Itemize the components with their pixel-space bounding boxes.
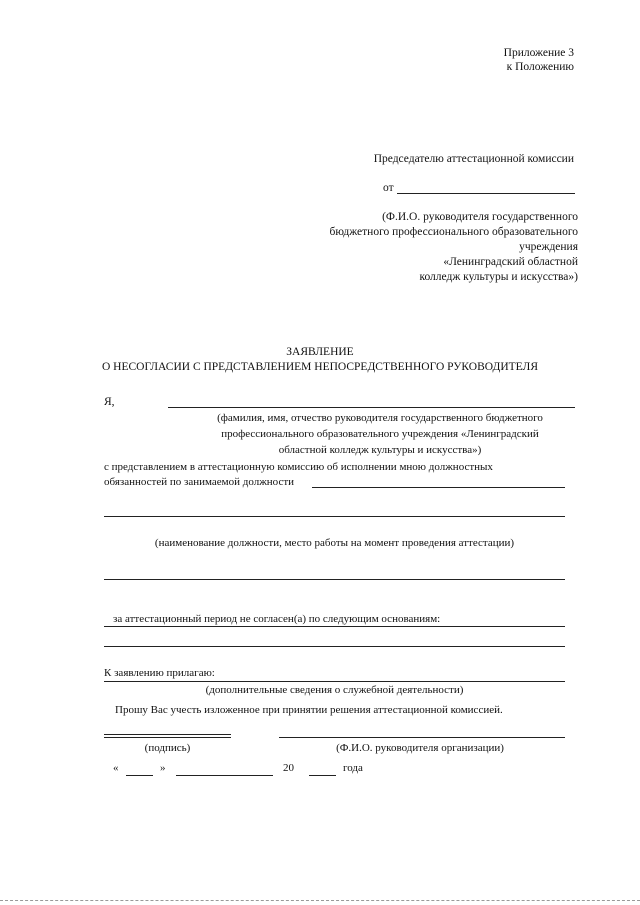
date-day-line[interactable] (126, 775, 153, 776)
blank-line-1[interactable] (104, 579, 565, 580)
representation-text-1: с представлением в аттестационную комиссию об исполнении мною должностных (104, 461, 493, 473)
representation-text-2: обязанностей по занимаемой должности (104, 476, 295, 488)
document-subtitle: О НЕСОГЛАСИИ С ПРЕДСТАВЛЕНИЕМ НЕПОСРЕДСТВЕННОГО РУКОВОДИТЕЛЯ (101, 361, 538, 373)
reasons-line-2[interactable] (104, 646, 565, 647)
signature-hint: (подпись) (144, 742, 191, 754)
signature-line[interactable] (104, 737, 231, 738)
request-text: Прошу Вас учесть изложенное при принятии решения аттестационной комиссией. (115, 704, 503, 716)
addressee-note-line: (Ф.И.О. руководителя государственного (382, 211, 578, 223)
addressee-note (330, 210, 578, 285)
date-open-quote: « (113, 762, 119, 774)
date-month-line[interactable] (176, 775, 273, 776)
addressee-note-line: «Ленинградский областной (443, 256, 578, 268)
date-close-quote: » (160, 762, 166, 774)
document-title: ЗАЯВЛЕНИЕ (286, 346, 354, 358)
date-year-line[interactable] (309, 775, 336, 776)
attach-label: К заявлению прилагаю: (104, 667, 215, 679)
signature-line-top (104, 734, 231, 735)
reasons-line-1[interactable] (104, 626, 565, 627)
position-hint: (наименование должности, место работы на момент проведения аттестации) (154, 537, 515, 549)
addressee-note-line: учреждения (519, 241, 578, 253)
position-continuation-line[interactable] (104, 516, 565, 517)
from-label: от (383, 182, 394, 194)
i-label: Я, (104, 396, 115, 408)
addressee-note-line: колледж культуры и искусства») (419, 271, 578, 283)
year-suffix: года (343, 762, 363, 774)
position-field-line[interactable] (312, 487, 565, 488)
attach-field-line[interactable] (104, 681, 565, 682)
attach-hint: (дополнительные сведения о служебной деятельности) (205, 684, 464, 696)
hint-line: профессионального образовательного учреждения «Ленинградский (221, 428, 539, 440)
appendix-label (504, 46, 574, 75)
head-name-line[interactable] (279, 737, 565, 738)
head-name-hint: (Ф.И.О. руководителя организации) (336, 742, 504, 754)
appendix-line-1: Приложение 3 (503, 47, 574, 59)
page-bottom-edge (0, 900, 640, 901)
applicant-name-hint (180, 410, 580, 458)
applicant-name-line[interactable] (168, 407, 575, 408)
period-text: за аттестационный период не согласен(а) по следующим основаниям: (113, 613, 441, 625)
addressee-to: Председателю аттестационной комиссии (373, 153, 574, 165)
from-field-line[interactable] (397, 193, 575, 194)
year-prefix: 20 (283, 762, 294, 774)
appendix-line-2: к Положению (506, 61, 574, 74)
addressee-note-line: бюджетного профессионального образовательного (329, 226, 578, 238)
hint-line: областной колледж культуры и искусства») (278, 444, 482, 456)
hint-line: (фамилия, имя, отчество руководителя государственного бюджетного (217, 412, 543, 424)
